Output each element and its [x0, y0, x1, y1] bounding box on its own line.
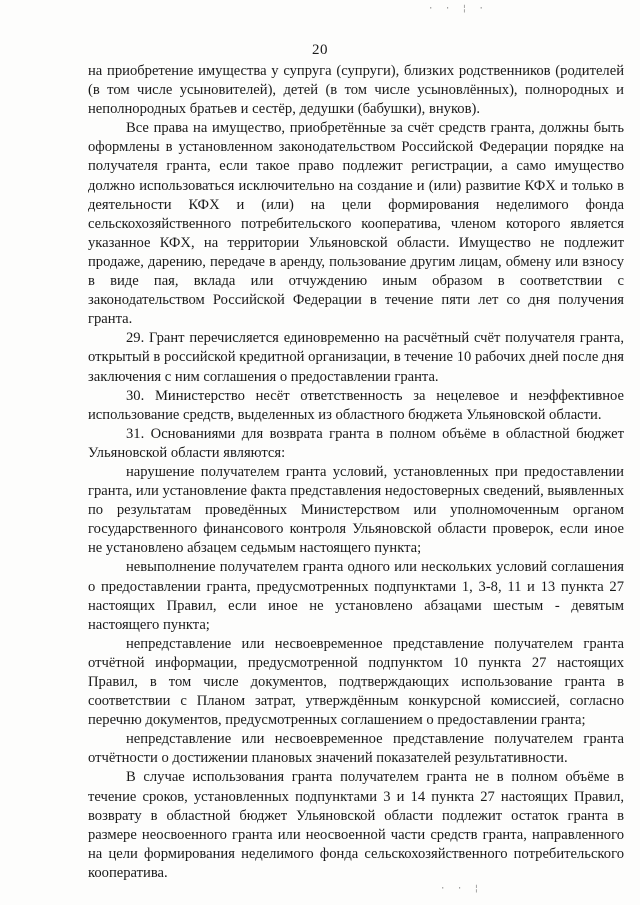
- paragraph-continuation: на приобретение имущества у супруга (супруги), близких родственников (родителей (в том числе усыновителей), детей (в том числе усыновлённых), полнородных и неполнородных братьев и сестёр, дедушки (бабушки), внуков).: [88, 63, 624, 118]
- paragraph-ground-violation: нарушение получателем гранта условий, установленных при предоставлении гранта, или установление факта представления недостоверных сведений, выявленных по результатам проведённых Министерством или уполномоченным органом государственного финансового контроля Ульяновской области проверок, если иное не установлено абзацем седьмым настоящего пункта;: [88, 463, 624, 557]
- paragraph-item-29: 29. Грант перечисляется единовременно на расчётный счёт получателя гранта, открытый в российской кредитной организации, в течение 10 рабочих дней после дня заключения с ним соглашения о предоставлении гранта.: [88, 330, 624, 385]
- scan-artifact-bottom: · · ¦: [440, 884, 483, 894]
- page-number: 20: [312, 42, 328, 58]
- paragraph-property-rights: Все права на имущество, приобретённые за счёт средств гранта, должны быть оформлены в установленном законодательством Российской Федерации порядке на получателя гранта, если такое право подлежит регистрации, а само имущество должно использоваться исключительно на создание и (или) развитие КФХ и только в деятельности КФХ и (или) на цели формирования неделимого фонда сельскохозяйственного потребительского кооператива, членом которого является указанное КФХ, на территории Ульяновской области. Имущество не подлежит продаже, дарению, передаче в аренду, пользование другим лицам, обмену или взносу в виде пая, вклада или отчуждению иным образом в соответствии с законодательством Российской Федерации в течение пяти лет со дня получения гранта.: [88, 120, 624, 328]
- document-body: [88, 62, 624, 883]
- paragraph-partial-use-return: В случае использования гранта получателем гранта не в полном объёме в течение сроков, установленных подпунктами 3 и 14 пункта 27 настоящих Правил, возврату в областной бюджет Ульяновской области подлежит остаток гранта в размере неосвоенного гранта или неосвоенной части средств гранта, направленного на цели формирования неделимого фонда сельскохозяйственного потребительского кооператива.: [88, 769, 624, 881]
- paragraph-ground-non-fulfillment: невыполнение получателем гранта одного или нескольких условий соглашения о предоставлении гранта, предусмотренных подпунктами 1, 3-8, 11 и 13 пункта 27 настоящих Правил, если иное не установлено абзацами шестым - девятым настоящего пункта;: [88, 559, 624, 633]
- paragraph-ground-reporting-info: непредставление или несвоевременное представление получателем гранта отчётной информации, предусмотренной подпунктом 10 пункта 27 настоящих Правил, в том числе документов, подтверждающих использование гранта в соответствии с Планом затрат, утверждённым конкурсной комиссией, согласно перечню документов, предусмотренных соглашением о предоставлении гранта;: [88, 635, 624, 729]
- paragraph-item-31: 31. Основаниями для возврата гранта в полном объёме в областной бюджет Ульяновской области являются:: [88, 425, 624, 461]
- paragraph-ground-reporting-indicators: непредставление или несвоевременное представление получателем гранта отчётности о достижении плановых значений показателей результативности.: [88, 731, 624, 767]
- paragraph-item-30: 30. Министерство несёт ответственность за нецелевое и неэффективное использование средств, выделенных из областного бюджета Ульяновской области.: [88, 387, 624, 423]
- scan-artifact-top: · · ¦ ·: [428, 4, 487, 14]
